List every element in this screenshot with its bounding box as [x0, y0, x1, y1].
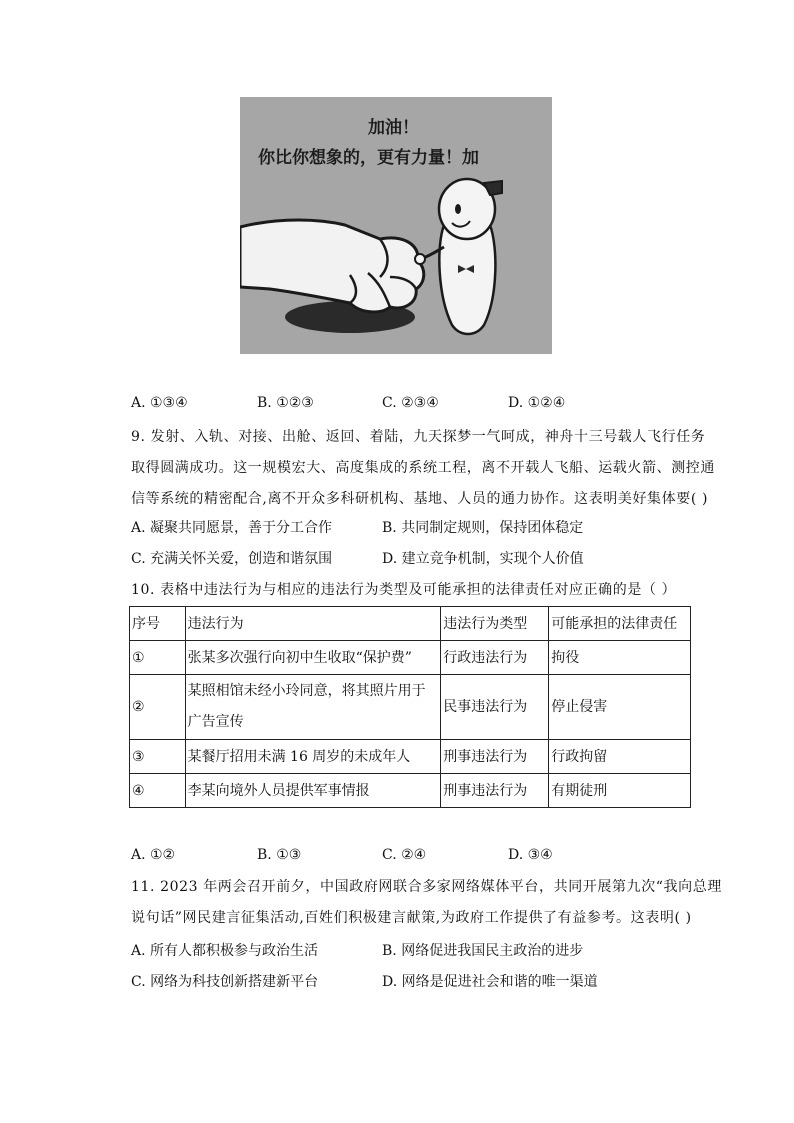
q11-option-c[interactable]: C. 网络为科技创新搭建新平台 [131, 974, 319, 990]
question-11-line: 说句话”网民建言征集活动,百姓们积极建言献策,为政府工作提供了有益参考。这表明( ) [131, 910, 692, 926]
q8-option-a[interactable]: A. ①③④ [131, 395, 188, 411]
table-cell: ④ [130, 774, 186, 808]
table-cell: ① [130, 641, 186, 675]
table-row [130, 641, 691, 675]
q11-option-d[interactable]: D. 网络是促进社会和谐的唯一渠道 [382, 974, 598, 990]
q8-option-b[interactable]: B. ①②③ [257, 395, 314, 411]
violation-table [129, 606, 691, 808]
table-cell: 行政拘留 [549, 740, 691, 774]
q8-option-c[interactable]: C. ②③④ [382, 395, 439, 411]
question-9-line: 信等系统的精密配合,离不开众多科研机构、基地、人员的通力协作。这表明美好集体要( ) [131, 491, 709, 507]
q9-option-a[interactable]: A. 凝聚共同愿景，善于分工合作 [131, 520, 333, 536]
question-11-stem [131, 872, 722, 934]
question-11-line: 11. 2023 年两会召开前夕，中国政府网联合多家网络媒体平台，共同开展第九次“我向总理 [131, 879, 722, 895]
table-cell: 张某多次强行向初中生收取“保护费” [185, 641, 441, 675]
table-cell: ③ [130, 740, 186, 774]
character-body [439, 225, 495, 334]
table-header-cell: 序号 [130, 607, 186, 641]
table-cell: 拘役 [549, 641, 691, 675]
q11-options [131, 936, 696, 998]
figure-text-line2: 你比你想象的，更有力量！加 [258, 148, 479, 168]
table-cell: 某照相馆未经小玲同意，将其照片用于广告宣传 [185, 675, 441, 740]
question-9-stem [131, 422, 715, 515]
table-row [130, 675, 691, 740]
table-cell: 某餐厅招用未满 16 周岁的未成年人 [185, 740, 441, 774]
question-9-line: 取得圆满成功。这一规模宏大、高度集成的系统工程，离不开载人飞船、运载火箭、测控通 [131, 460, 715, 476]
q9-option-b[interactable]: B. 共同制定规则，保持团体稳定 [382, 520, 584, 536]
table-header-cell: 违法行为 [185, 607, 441, 641]
cartoon-figure [240, 97, 552, 354]
q10-option-d[interactable]: D. ③④ [508, 847, 553, 863]
table-cell: 民事违法行为 [441, 675, 549, 740]
question-10-stem [131, 575, 696, 606]
table-header-row [130, 607, 691, 641]
q10-option-b[interactable]: B. ①③ [257, 847, 302, 863]
table-cell: 李某向境外人员提供军事情报 [185, 774, 441, 808]
table-cell: 刑事违法行为 [441, 774, 549, 808]
table-header-cell: 可能承担的法律责任 [549, 607, 691, 641]
q10-option-a[interactable]: A. ①② [131, 847, 176, 863]
table-row [130, 774, 691, 808]
table-cell: 刑事违法行为 [441, 740, 549, 774]
table-cell: 行政违法行为 [441, 641, 549, 675]
table-row [130, 740, 691, 774]
q8-option-d[interactable]: D. ①②④ [508, 395, 566, 411]
q11-option-a[interactable]: A. 所有人都积极参与政治生活 [131, 943, 319, 959]
q11-option-b[interactable]: B. 网络促进我国民主政治的进步 [382, 943, 584, 959]
q9-option-d[interactable]: D. 建立竞争机制，实现个人价值 [382, 551, 584, 567]
q10-option-c[interactable]: C. ②④ [382, 847, 427, 863]
cartoon-illustration [240, 97, 552, 354]
q9-option-c[interactable]: C. 充满关怀关爱，创造和谐氛围 [131, 551, 333, 567]
question-10-line: 10. 表格中违法行为与相应的违法行为类型及可能承担的法律责任对应正确的是（ ） [131, 582, 677, 598]
figure-text-line1: 加油！ [368, 118, 419, 138]
table-cell: 停止侵害 [549, 675, 691, 740]
question-9-line: 9. 发射、入轨、对接、出舱、返回、着陆，九天探梦一气呵成，神舟十三号载人飞行任务 [131, 429, 706, 445]
table-cell: 有期徒刑 [549, 774, 691, 808]
q9-options [131, 513, 696, 575]
table-header-cell: 违法行为类型 [441, 607, 549, 641]
table-cell: ② [130, 675, 186, 740]
